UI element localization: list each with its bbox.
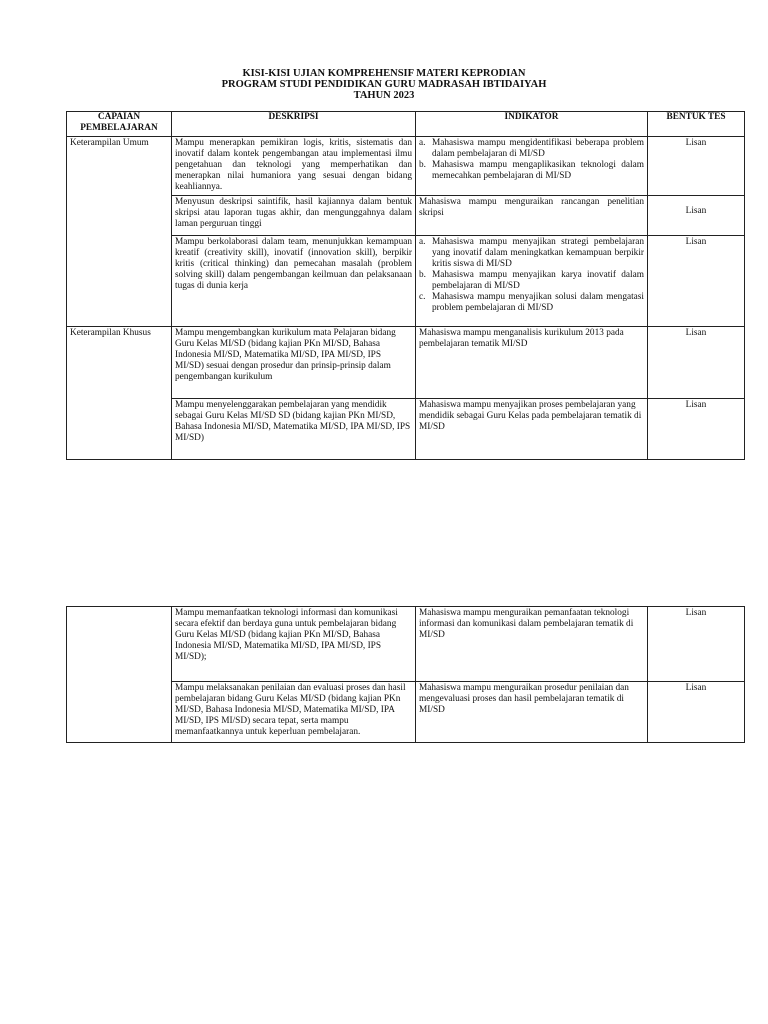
table-header-row xyxy=(67,112,745,137)
deskripsi-cell: Mampu mengembangkan kurikulum mata Pelajaran bidang Guru Kelas MI/SD (bidang kajian PKn MI/SD, Bahasa Indonesia MI/SD, Matematika MI/SD, IPA MI/SD, IPS MI/SD) sesuai dengan prosedur dan prinsip-prinsip dalam pengembangan kurikulum xyxy=(172,327,416,399)
deskripsi-cell: Mampu berkolaborasi dalam team, menunjukkan kemampuan kreatif (creativity skill), inovatif (innovation skill), berpikir kritis (critical thinking) dan pemecahan masalah (problem solving skill) dalam pengembangan keilmuan dan pelaksanaan tugas di dunia kerja xyxy=(172,236,416,327)
bentuk-tes-cell: Lisan xyxy=(648,607,745,682)
indikator-item: c. Mahasiswa mampu menyajikan solusi dalam mengatasi problem pembelajaran di MI/SD xyxy=(419,292,644,313)
deskripsi-cell: Mampu menerapkan pemikiran logis, kritis, sistematis dan inovatif dalam kontek pengembangan atau implementasi ilmu pengetahuan dan teknologi yang memperhatikan dan menerapkan nilai humaniora yang sesuai dengan bidang keahliannya. xyxy=(172,137,416,196)
bentuk-tes-cell: Lisan xyxy=(648,137,745,196)
document-title: KISI-KISI UJIAN KOMPREHENSIF MATERI KEPRODIAN xyxy=(242,68,526,79)
table-row xyxy=(67,137,745,196)
deskripsi-cell: Mampu menyelenggarakan pembelajaran yang mendidik sebagai Guru Kelas MI/SD SD (bidang kajian PKn MI/SD, Bahasa Indonesia MI/SD, Matematika MI/SD, IPA MI/SD, IPS MI/SD) xyxy=(172,399,416,460)
bentuk-tes-cell: Lisan xyxy=(648,399,745,460)
kisi-table-part-2 xyxy=(66,606,745,743)
indikator-cell: Mahasiswa mampu menguraikan prosedur penilaian dan mengevaluasi proses dan hasil pembelajaran tematik di MI/SD xyxy=(416,682,648,743)
header-capaian: CAPAIAN PEMBELAJARAN xyxy=(67,112,172,137)
deskripsi-cell: Mampu melaksanakan penilaian dan evaluasi proses dan hasil pembelajaran bidang Guru Kelas MI/SD (bidang kajian PKn MI/SD, Bahasa Indonesia MI/SD, Matematika MI/SD, IPA MI/SD, IPS MI/SD) secara tepat, serta mampu memanfaatkannya untuk keperluan pembelajaran. xyxy=(172,682,416,743)
bentuk-tes-cell: Lisan xyxy=(648,682,745,743)
header-deskripsi: DESKRIPSI xyxy=(172,112,416,137)
capaian-cell-khusus xyxy=(67,327,172,460)
capaian-label: Keterampilan Umum xyxy=(70,138,149,148)
capaian-label: Keterampilan Khusus xyxy=(70,328,151,338)
indikator-item: b. Mahasiswa mampu mengaplikasikan teknologi dalam memecahkan pembelajaran di MI/SD xyxy=(419,160,644,181)
capaian-cell-empty xyxy=(67,607,172,743)
header-bentuk-tes: BENTUK TES xyxy=(648,112,745,137)
indikator-item: a. Mahasiswa mampu mengidentifikasi beberapa problem dalam pembelajaran di MI/SD xyxy=(419,138,644,159)
table-row xyxy=(67,607,745,682)
indikator-cell: Mahasiswa mampu menguraikan pemanfaatan teknologi informasi dan komunikasi dalam pembelajaran tematik di MI/SD xyxy=(416,607,648,682)
indikator-cell: Mahasiswa mampu menyajikan proses pembelajaran yang mendidik sebagai Guru Kelas pada pembelajaran tematik di MI/SD xyxy=(416,399,648,460)
capaian-cell-umum xyxy=(67,137,172,327)
indikator-item: a. Mahasiswa mampu menyajikan strategi pembelajaran yang inovatif dalam meningkatkan kemampuan berpikir kritis siswa di MI/SD xyxy=(419,237,644,269)
bentuk-tes-cell: Lisan xyxy=(648,196,745,236)
table-row xyxy=(67,327,745,399)
indikator-cell: Mahasiswa mampu menguraikan rancangan penelitian skripsi xyxy=(416,196,648,236)
indikator-item: b. Mahasiswa mampu menyajikan karya inovatif dalam pembelajaran di MI/SD xyxy=(419,270,644,291)
year-title: TAHUN 2023 xyxy=(353,90,415,101)
indikator-cell xyxy=(416,137,648,196)
indikator-cell xyxy=(416,236,648,327)
kisi-table-part-1 xyxy=(66,111,745,460)
deskripsi-cell: Mampu memanfaatkan teknologi informasi dan komunikasi secara efektif dan berdaya guna untuk pembelajaran bidang Guru Kelas MI/SD (bidang kajian PKn MI/SD, Bahasa Indonesia MI/SD, Matematika MI/SD, IPA MI/SD, IPS MI/SD); xyxy=(172,607,416,682)
deskripsi-cell: Menyusun deskripsi saintifik, hasil kajiannya dalam bentuk skripsi atau laporan tugas akhir, dan mengunggahnya dalam laman perguruan tinggi xyxy=(172,196,416,236)
bentuk-tes-cell: Lisan xyxy=(648,327,745,399)
bentuk-tes-cell: Lisan xyxy=(648,236,745,327)
indikator-cell: Mahasiswa mampu menganalisis kurikulum 2013 pada pembelajaran tematik MI/SD xyxy=(416,327,648,399)
header-indikator: INDIKATOR xyxy=(416,112,648,137)
program-title: PROGRAM STUDI PENDIDIKAN GURU MADRASAH IBTIDAIYAH xyxy=(221,79,547,90)
